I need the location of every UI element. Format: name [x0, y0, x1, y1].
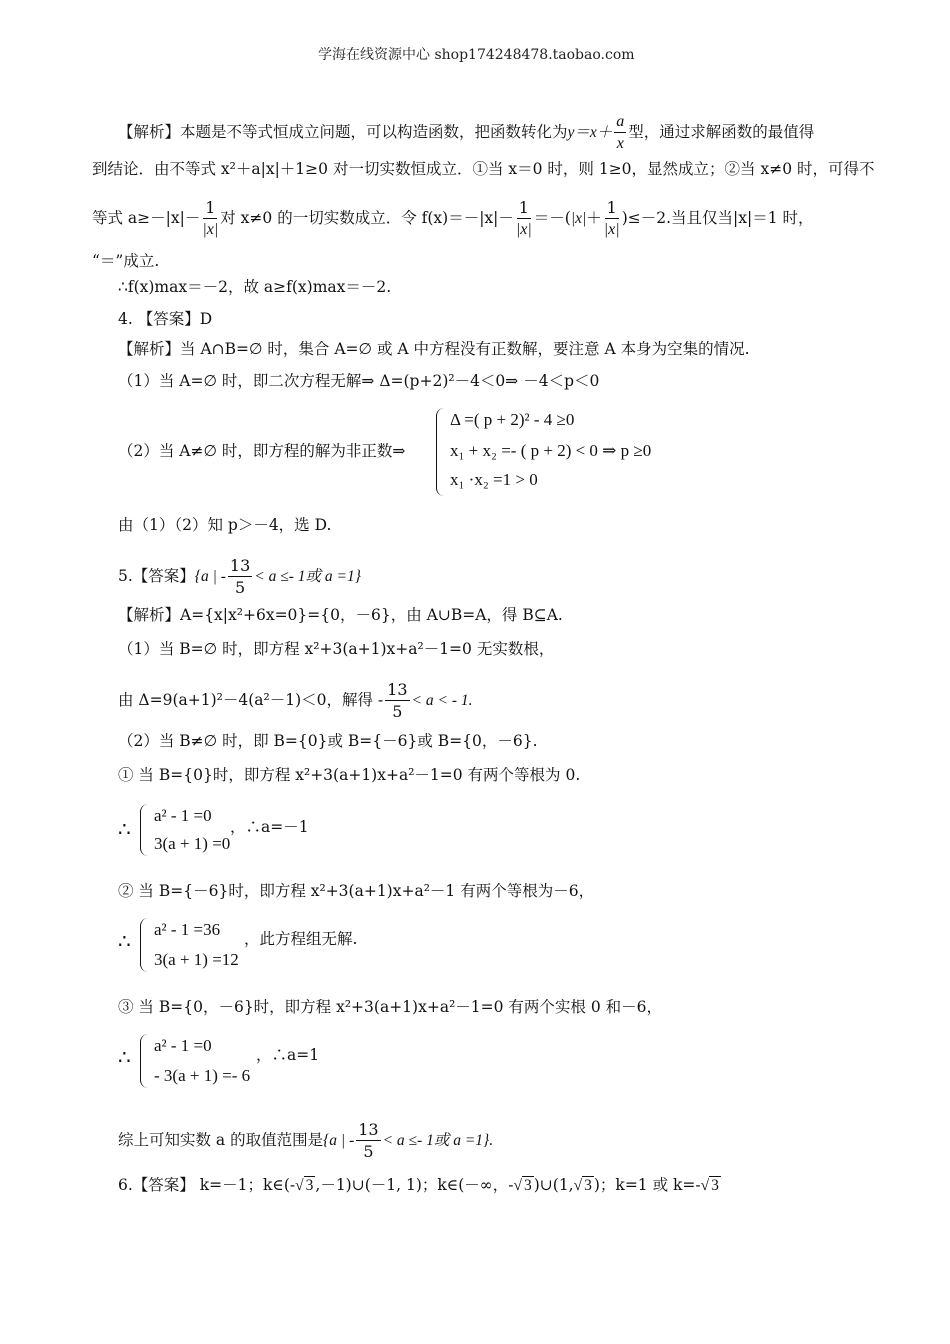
explanation-line-5: ∴f(x)max＝－2，故 a≥f(x)max＝－2.: [118, 278, 392, 296]
sqrt-3-4: √ 3: [700, 1177, 719, 1194]
q4-case-2: （2）当 A≠∅ 时，即方程的解为非正数⇒: [118, 442, 406, 460]
q5-system-1: a² - 1 =0 3(a + 1) =0: [140, 804, 250, 858]
therefore-symbol: ∴: [118, 817, 131, 841]
fraction-13-over-5-2: $\frac{13}{5}$: [387, 680, 408, 721]
q5-system-3-result: ，∴a=1: [256, 1046, 320, 1064]
q4-equation-system: Δ =( p + 2)² - 4 ≥0 x₁ + x₂ =- ( p + 2) < 0 ⇒ p ≥0 x₁ ·x₂ =1 > 0: [436, 408, 696, 498]
sqrt-3: √ 3: [295, 1177, 314, 1194]
explanation-line-2: 到结论．由不等式 x²＋a|x|＋1≥0 对一切实数恒成立．①当 x＝0 时，则 1≥0，显然成立；②当 x≠0 时，可得不: [92, 160, 875, 178]
fraction-1-over-absx-2: $\frac{1}{|x|}$: [515, 198, 532, 238]
fraction-13-over-5-3: $\frac{13}{5}$: [358, 1120, 379, 1161]
sqrt-3-2: √ 3: [513, 1177, 532, 1194]
explanation-line-4: “＝”成立.: [92, 252, 160, 270]
q5-case-2: （2）当 B≠∅ 时，即 B={0}或 B={－6}或 B={0，－6}.: [118, 732, 538, 750]
q5-subcase-3: ③ 当 B={0，－6}时，即方程 x²+3(a+1)x+a²－1=0 有两个实根 0 和－6，: [118, 998, 662, 1016]
q4-case-1: （1）当 A=∅ 时，即二次方程无解⇒ Δ=(p+2)²－4＜0⇒ －4＜p＜0: [118, 372, 600, 390]
page-header: 学海在线资源中心 shop174248478.taobao.com: [318, 47, 635, 63]
q5-subcase-1: ① 当 B={0}时，即方程 x²+3(a+1)x+a²－1=0 有两个等根为 0.: [118, 766, 581, 784]
q5-system-3: a² - 1 =0 - 3(a + 1) =- 6: [140, 1034, 270, 1090]
therefore-symbol-2: ∴: [118, 929, 131, 953]
q5-case-1: （1）当 B=∅ 时，即方程 x²+3(a+1)x+a²－1=0 无实数根，: [118, 640, 555, 658]
explanation-line-3: 等式 a≥－|x|－ $\frac{1}{|x|}$ 对 x≠0 的一切实数成立．令 f(x)＝－|x|－ $\frac{1}{|x|}$ ＝－(|x|＋ $\frac{1}{|x|}$ )≤－2.当且仅当|x|＝1 时，: [92, 198, 814, 238]
q5-answer: 5.【答案】{a | - $\frac{13}{5}$ < a ≤- 1或 a =1}: [118, 556, 361, 597]
q5-subcase-2: ② 当 B={－6}时，即方程 x²+3(a+1)x+a²－1 有两个等根为－6，: [118, 882, 595, 900]
fraction-1-over-absx: $\frac{1}{|x|}$: [202, 198, 219, 238]
explanation-line-1: 【解析】本题是不等式恒成立问题，可以构造函数，把函数转化为y＝x＋ $\frac{a}{x}$ 型，通过求解函数的最值得: [118, 113, 815, 152]
q5-system-2: a² - 1 =36 3(a + 1) =12: [140, 918, 250, 974]
q4-explanation: 【解析】当 A∩B=∅ 时，集合 A=∅ 或 A 中方程没有正数解，要注意 A 本身为空集的情况.: [118, 340, 750, 358]
q5-explanation: 【解析】A={x|x²+6x=0}={0，－6}，由 A∪B=A，得 B⊆A.: [118, 606, 563, 624]
fraction-a-over-x: $\frac{a}{x}$: [616, 113, 625, 152]
q5-summary: 综上可知实数 a 的取值范围是{a | - $\frac{13}{5}$ < a ≤- 1或 a =1}.: [118, 1120, 494, 1161]
q5-system-2-result: ，此方程组无解.: [244, 930, 358, 948]
q6-answer: 6.【答案】 k=－1；k∈(-√ 3 ,－1)∪(－1, 1)；k∈(－∞，-√ 3 )∪(1,√ 3 )；k=1 或 k=-√ 3: [118, 1174, 721, 1197]
q5-case-1-solution: 由 Δ=9(a+1)²－4(a²－1)＜0，解得 - $\frac{13}{5}$ < a < - 1.: [118, 680, 473, 721]
q4-conclusion: 由（1）（2）知 p＞－4，选 D.: [118, 516, 332, 534]
therefore-symbol-3: ∴: [118, 1045, 131, 1069]
fraction-1-over-absx-3: $\frac{1}{|x|}$: [603, 198, 620, 238]
sqrt-3-3: √ 3: [573, 1177, 592, 1194]
q5-system-1-result: ，∴a=－1: [230, 818, 309, 836]
analysis-tag: 【解析】: [118, 123, 181, 141]
q4-answer: 4. 【答案】D: [118, 310, 213, 328]
fraction-13-over-5: $\frac{13}{5}$: [229, 556, 251, 597]
